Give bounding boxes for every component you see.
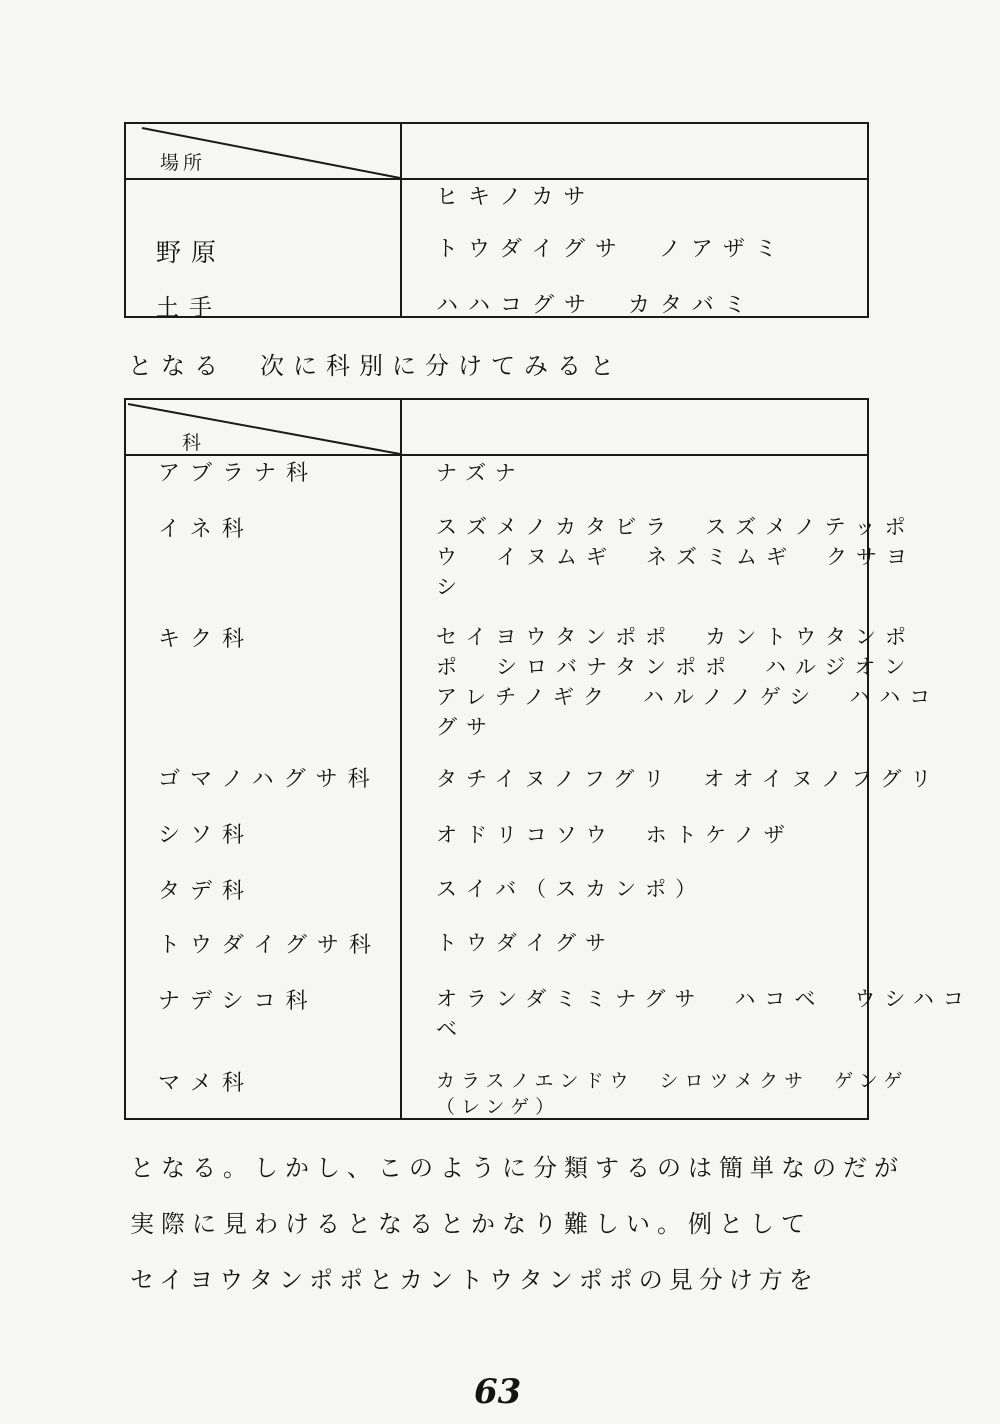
family-name: イネ科	[158, 517, 254, 542]
plant-line: オランダミミナグサ ハコベ ウシハコ	[436, 987, 973, 1011]
family-name: タデ科	[158, 879, 255, 904]
plant-line: トウダイグサ	[436, 931, 615, 955]
plant-line: ベ	[436, 1017, 466, 1041]
table-row-plants: ヒキノカサ	[436, 185, 596, 210]
plant-names	[436, 928, 615, 958]
family-table	[124, 398, 973, 1120]
plant-line: シ	[436, 575, 466, 599]
family-name: シソ科	[158, 823, 255, 848]
plant-names	[436, 458, 525, 488]
table-row-place: 土手	[156, 295, 222, 321]
family-name: トウダイグサ科	[158, 933, 381, 958]
family-name: ゴマノハグサ科	[158, 767, 380, 792]
plant-line: カラスノエンドウ シロツメクサ ゲンゲ	[436, 1070, 909, 1092]
plant-line: ポ シロバナタンポポ ハルジオン	[436, 655, 915, 679]
plant-names	[436, 512, 916, 602]
plant-line: ナズナ	[436, 461, 525, 485]
plant-names	[436, 622, 939, 742]
plant-line: スズメノカタビラ スズメノテッポ	[436, 515, 915, 539]
header-diagonal-line	[126, 400, 402, 456]
plant-line: グサ	[436, 715, 496, 739]
table-row-place: 野原	[156, 238, 227, 267]
plant-line: スイバ（スカンポ）	[436, 877, 706, 901]
family-name: ナデシコ科	[158, 989, 318, 1014]
plant-line: ウ イヌムギ ネズミムギ クサヨ	[436, 545, 916, 569]
plant-line: オドリコソウ ホトケノザ	[436, 823, 794, 847]
family-header-label: 科	[182, 432, 206, 454]
family-name: キク科	[158, 627, 255, 652]
plant-line: タチイヌノフグリ オオイヌノフグリ	[436, 767, 941, 791]
intro-sentence: となる 次に科別に分けてみると	[128, 352, 623, 380]
plant-names	[436, 820, 794, 850]
plant-line: セイヨウタンポポ カントウタンポ	[436, 625, 915, 649]
place-table	[124, 122, 869, 321]
paragraph-line: となる。しかし、このように分類するのは簡単なのだが	[130, 1154, 905, 1182]
paragraph-line: セイヨウタンポポとカントウタンポポの見分け方を	[130, 1266, 819, 1294]
paragraph-line: 実際に見わけるとなるとかなり難しい。例として	[130, 1210, 812, 1238]
plant-names	[436, 984, 973, 1044]
family-name: マメ科	[158, 1071, 255, 1096]
table-row-plants: トウダイグサ ノアザミ	[436, 237, 787, 262]
plant-names	[436, 1066, 908, 1118]
table-row-plants: ハハコグサ カタバミ	[436, 293, 756, 318]
page-number: 63	[474, 1372, 522, 1412]
table-divider-vertical	[400, 400, 402, 1118]
family-name: アブラナ科	[158, 461, 319, 486]
plant-line: アレチノギク ハルノノゲシ ハハコ	[436, 685, 940, 709]
plant-line: （レンゲ）	[436, 1096, 561, 1118]
plant-names	[436, 764, 940, 794]
plant-names	[436, 874, 705, 904]
place-header-label: 場所	[160, 152, 207, 174]
